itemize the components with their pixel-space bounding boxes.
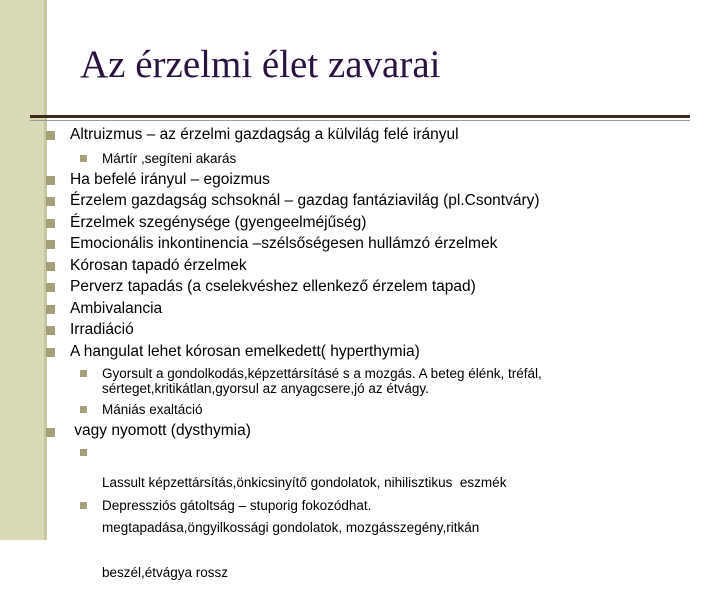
- list-item: Érzelem gazdagság schsoknál – gazdag fantáziavilág (pl.Csontváry): [70, 192, 540, 209]
- bullet-icon: [46, 176, 55, 185]
- sub-list-item-line: megtapadása,öngyilkossági gondolatok, mozgásszegény,ritkán: [102, 520, 480, 535]
- sub-list-item: [102, 445, 506, 610]
- bullet-icon: [46, 219, 55, 228]
- list-item: Perverz tapadás (a cselekvéshez ellenkező érzelem tapad): [70, 278, 476, 295]
- sub-list-item-line: Lassult képzettársítás,önkicsinyítő gondolatok, nihilisztikus eszmék: [102, 475, 507, 490]
- sub-list-item: [102, 366, 542, 396]
- list-item: Kórosan tapadó érzelmek: [70, 257, 247, 274]
- bullet-icon: [80, 406, 87, 413]
- bullet-icon: [80, 502, 87, 509]
- list-item: Irradiáció: [70, 321, 134, 338]
- list-item: Érzelmek szegénysége (gyengeelméjűség): [70, 214, 367, 231]
- sub-list-item: Mártír ,segíteni akarás: [102, 151, 237, 166]
- sub-list-item-line: beszél,étvágya rossz: [102, 565, 229, 580]
- sub-list-item-line: sérteget,kritikátlan,gyorsul az anyagcsere,jó az étvágy.: [102, 381, 429, 396]
- bullet-icon: [46, 262, 55, 271]
- bullet-icon: [46, 283, 55, 292]
- bullet-icon: [46, 305, 55, 314]
- sub-list-item: Mániás exaltáció: [102, 402, 203, 417]
- bullet-icon: [80, 449, 87, 456]
- bullet-icon: [80, 370, 87, 377]
- bullet-icon: [46, 428, 55, 437]
- list-item: A hangulat lehet kórosan emelkedett( hyperthymia): [70, 343, 420, 360]
- bullet-icon: [80, 155, 87, 162]
- sub-list-item-line: Gyorsult a gondolkodás,képzettársításé s a mozgás. A beteg élénk, tréfál,: [102, 366, 542, 381]
- list-item: Emocionális inkontinencia –szélsőségesen hullámzó érzelmek: [70, 235, 498, 252]
- sub-list-item: Depressziós gátoltság – stuporig fokozódhat.: [102, 498, 372, 513]
- list-item: vagy nyomott (dysthymia): [70, 422, 251, 439]
- list-item: Altruizmus – az érzelmi gazdagság a külvilág felé irányul: [70, 126, 459, 143]
- bullet-icon: [46, 131, 55, 140]
- list-item: Ha befelé irányul – egoizmus: [70, 171, 270, 188]
- bullet-icon: [46, 348, 55, 357]
- slide-title: Az érzelmi élet zavarai: [80, 43, 441, 86]
- bullet-icon: [46, 326, 55, 335]
- bullet-icon: [46, 240, 55, 249]
- bullet-icon: [46, 197, 55, 206]
- list-item: Ambivalancia: [70, 300, 163, 317]
